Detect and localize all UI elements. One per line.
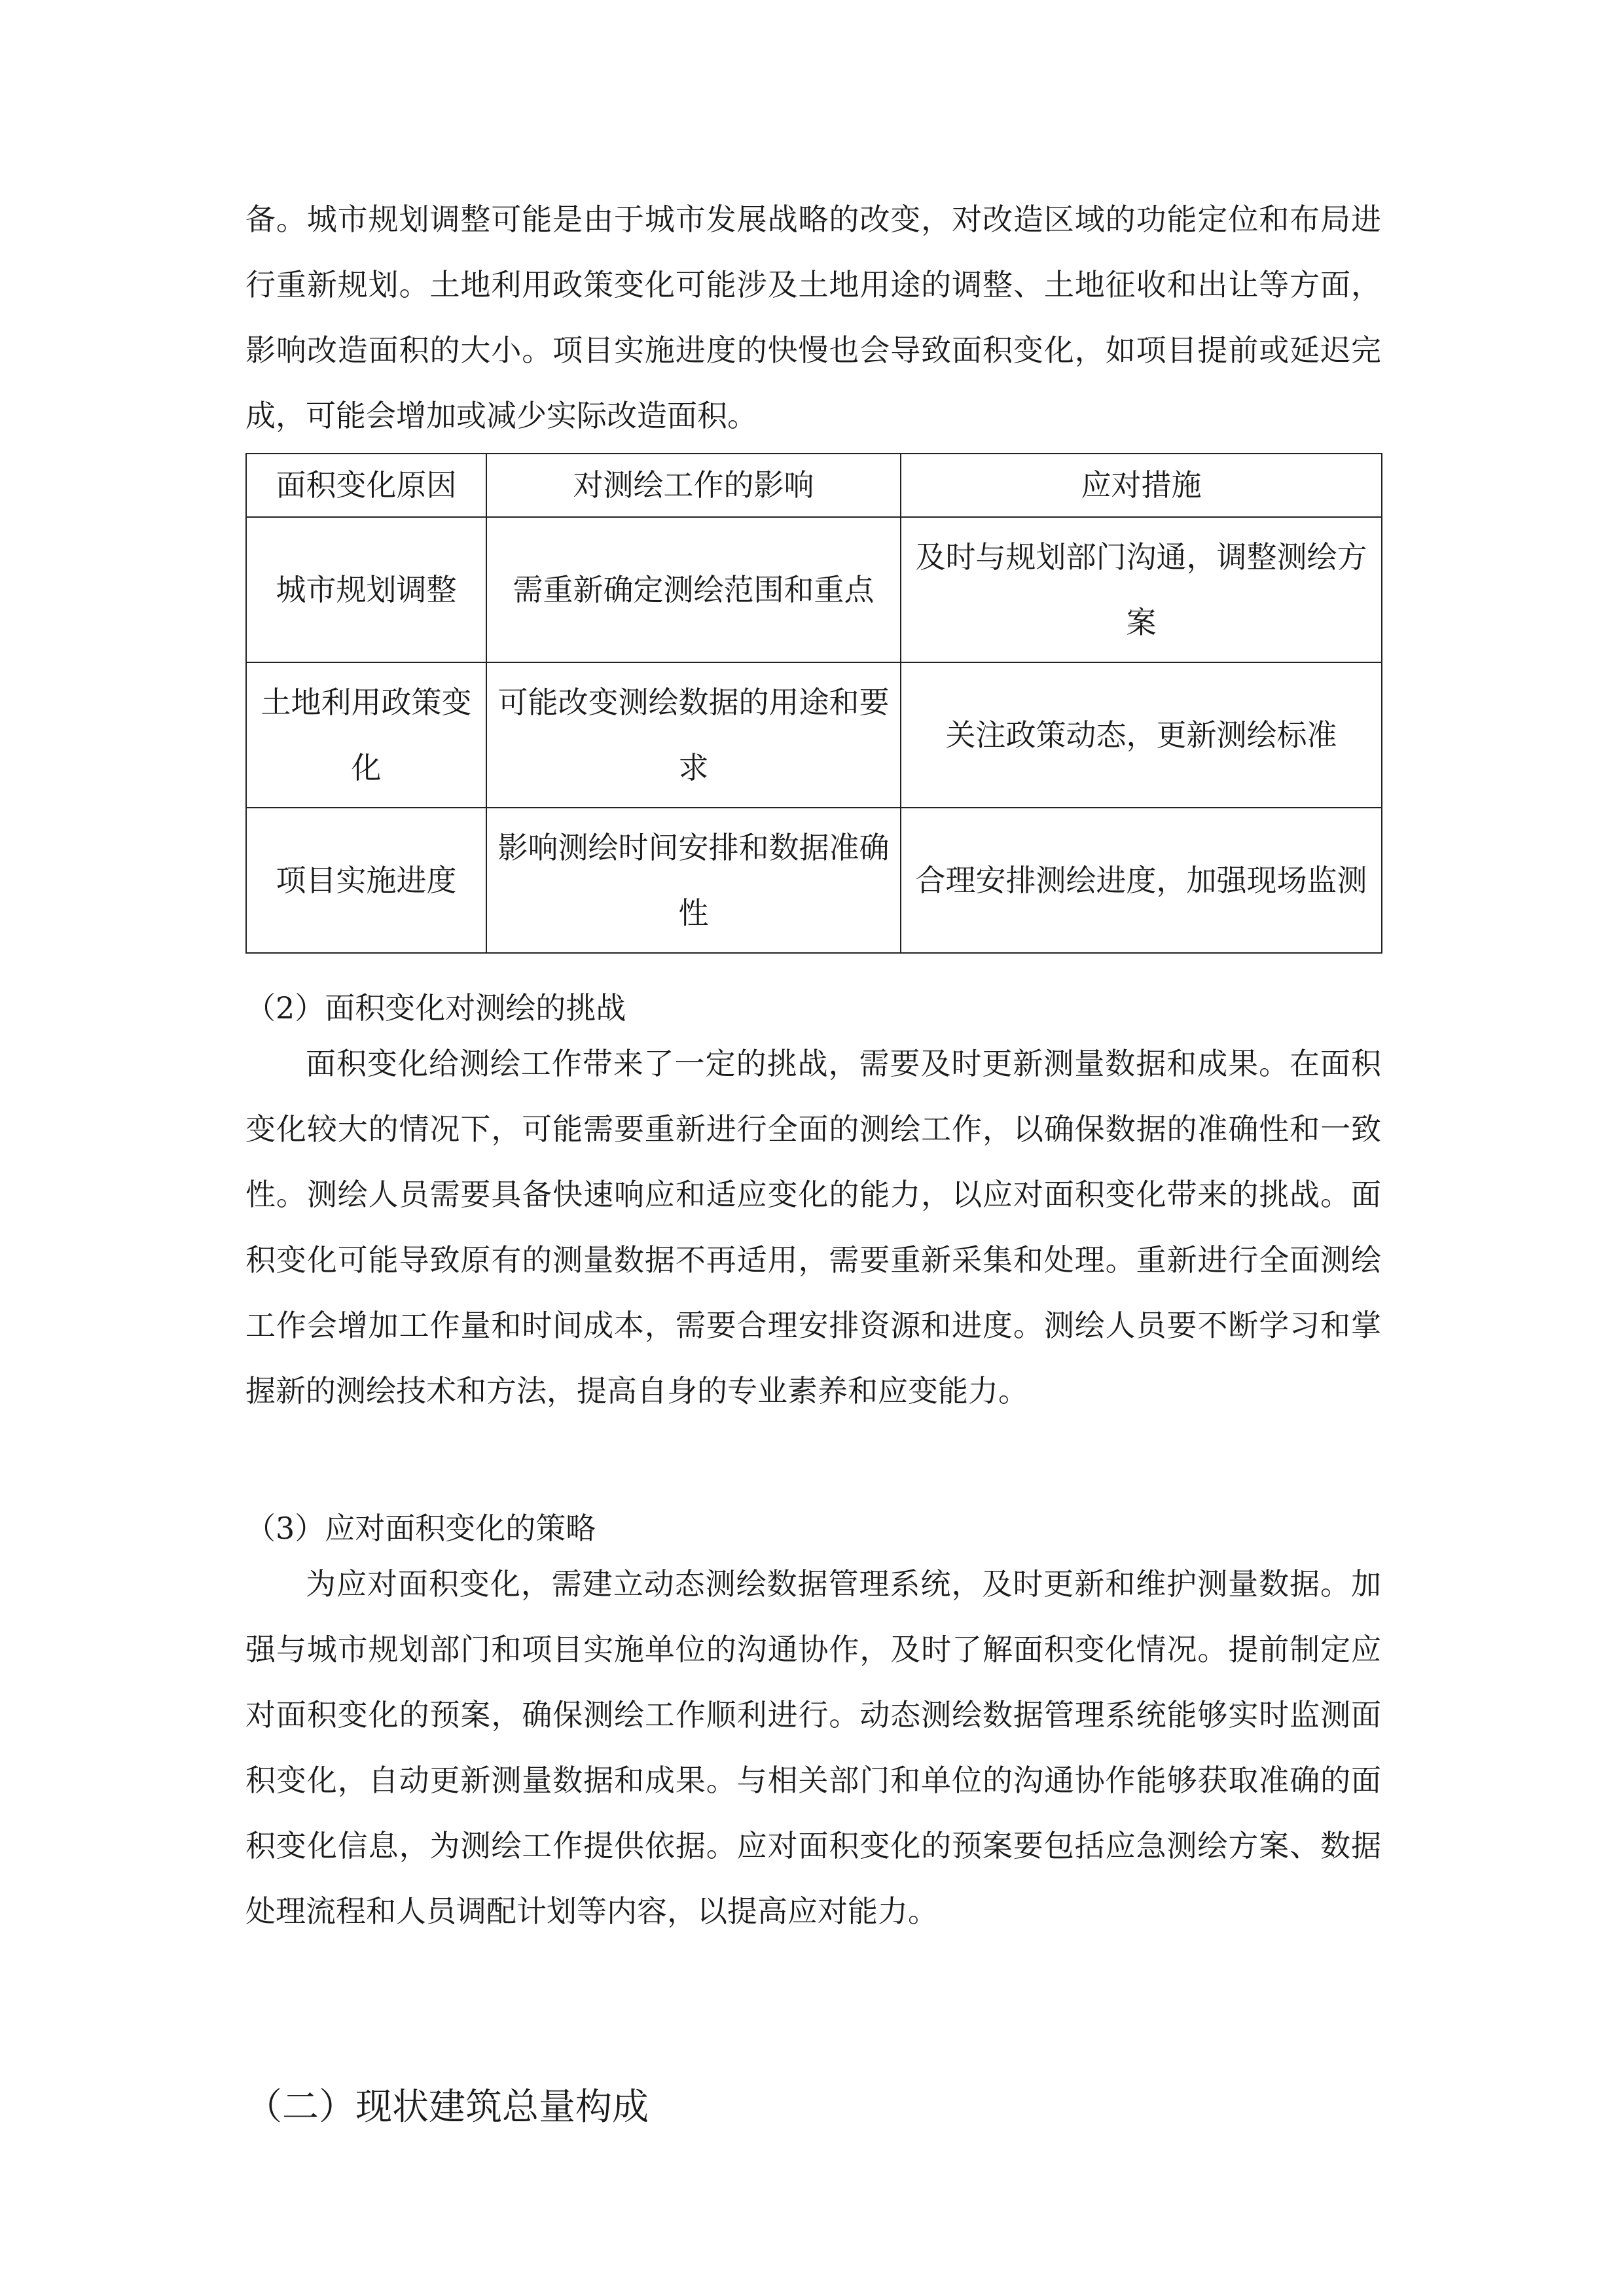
table-header-row [246, 454, 1382, 517]
section-3-body: 为应对面积变化，需建立动态测绘数据管理系统，及时更新和维护测量数据。加强与城市规划部门和项目实施单位的沟通协作，及时了解面积变化情况。提前制定应对面积变化的预案，确保测绘工作顺利进行。动态测绘数据管理系统能够实时监测面积变化，自动更新测量数据和成果。与相关部门和单位的沟通协作能够获取准确的面积变化信息，为测绘工作提供依据。应对面积变化的预案要包括应急测绘方案、数据处理流程和人员调配计划等内容，以提高应对能力。 [245, 1566, 1381, 1929]
table-cell: 可能改变测绘数据的用途和要求 [486, 662, 901, 808]
section-3 [245, 1505, 1381, 1944]
table-cell: 影响测绘时间安排和数据准确性 [486, 808, 901, 953]
table-cell: 城市规划调整 [246, 517, 486, 662]
next-section [245, 2078, 1381, 2137]
table-cell: 需重新确定测绘范围和重点 [486, 517, 901, 662]
section-2 [245, 985, 1381, 1424]
table-cell: 合理安排测绘进度，加强现场监测 [901, 808, 1382, 953]
table-row [246, 808, 1382, 953]
table-cell: 项目实施进度 [246, 808, 486, 953]
section-2-title: （2）面积变化对测绘的挑战 [245, 990, 626, 1026]
table-cell: 土地利用政策变化 [246, 662, 486, 808]
table-header-cell: 应对措施 [901, 454, 1382, 517]
intro-paragraph: 备。城市规划调整可能是由于城市发展战略的改变，对改造区域的功能定位和布局进行重新规划。土地利用政策变化可能涉及土地用途的调整、土地征收和出让等方面，影响改造面积的大小。项目实施进度的快慢也会导致面积变化，如项目提前或延迟完成，可能会增加或减少实际改造面积。 [245, 202, 1381, 433]
section-3-title: （3）应对面积变化的策略 [245, 1511, 596, 1546]
table-row [246, 517, 1382, 662]
table-row [246, 662, 1382, 808]
section-heading: （二）现状建筑总量构成 [245, 2086, 649, 2128]
table-cell: 关注政策动态，更新测绘标准 [901, 662, 1382, 808]
section-2-body: 面积变化给测绘工作带来了一定的挑战，需要及时更新测量数据和成果。在面积变化较大的情况下，可能需要重新进行全面的测绘工作，以确保数据的准确性和一致性。测绘人员需要具备快速响应和适应变化的能力，以应对面积变化带来的挑战。面积变化可能导致原有的测量数据不再适用，需要重新采集和处理。重新进行全面测绘工作会增加工作量和时间成本，需要合理安排资源和进度。测绘人员要不断学习和掌握新的测绘技术和方法，提高自身的专业素养和应变能力。 [245, 1046, 1381, 1408]
table-header-cell: 对测绘工作的影响 [486, 454, 901, 517]
area-change-table [245, 453, 1382, 954]
table-header-cell: 面积变化原因 [246, 454, 486, 517]
area-change-table-wrap [245, 453, 1381, 954]
table-cell: 及时与规划部门沟通，调整测绘方案 [901, 517, 1382, 662]
intro-block [245, 187, 1381, 448]
